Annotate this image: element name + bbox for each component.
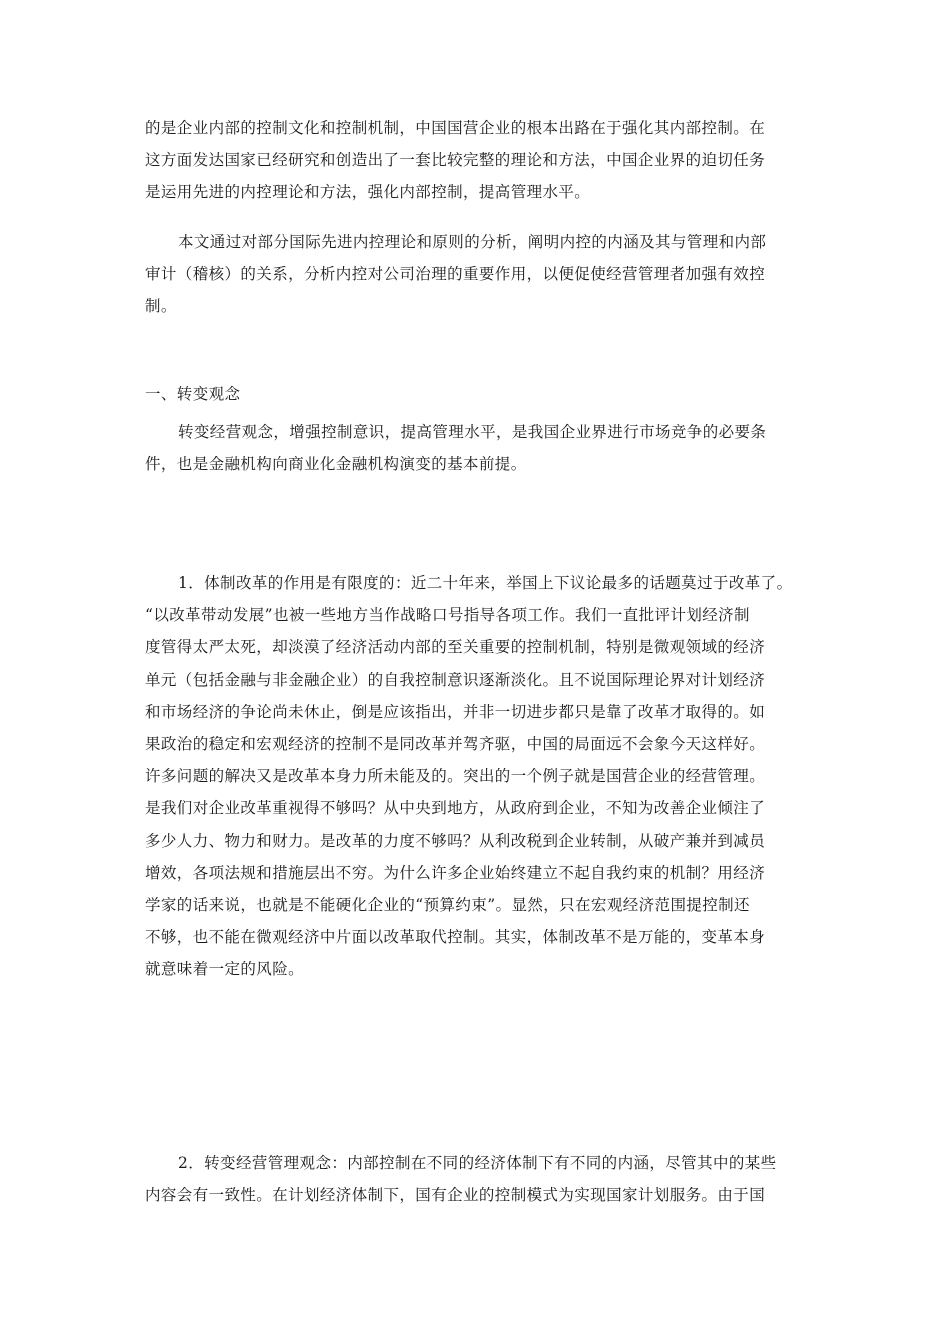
section-heading-1: 一、转变观念 (145, 385, 241, 403)
paragraph-purpose (145, 226, 810, 323)
text-line: 制。 (145, 297, 177, 316)
text-line: 就意味着一定的风险。 (145, 960, 305, 979)
text-line: 审计（稽核）的关系，分析内控对公司治理的重要作用，以便促使经营管理者加强有效控 (145, 265, 766, 284)
paragraph-section1 (145, 416, 810, 480)
text-line: “以改革带动发展”也被一些地方当作战略口号指导各项工作。我们一直批评计划经济制 (145, 606, 750, 625)
text-line: 是运用先进的内控理论和方法，强化内部控制，提高管理水平。 (145, 183, 591, 202)
text-line: 许多问题的解决又是改革本身力所未能及的。突出的一个例子就是国营企业的经营管理。 (145, 767, 766, 786)
text-line: 1．体制改革的作用是有限度的：近二十年来，举国上下议论最多的话题莫过于改革了。 (178, 574, 793, 592)
paragraph-point2 (145, 1147, 810, 1211)
text-line: 2．转变经营管理观念：内部控制在不同的经济体制下有不同的内涵，尽管其中的某些 (178, 1154, 777, 1172)
text-line: 转变经营观念，增强控制意识，提高管理水平，是我国企业界进行市场竞争的必要条 (178, 423, 767, 441)
text-line: 本文通过对部分国际先进内控理论和原则的分析，阐明内控的内涵及其与管理和内部 (178, 233, 767, 251)
text-line: 内容会有一致性。在计划经济体制下，国有企业的控制模式为实现国家计划服务。由于国 (145, 1186, 766, 1205)
text-line: 这方面发达国家已经研究和创造出了一套比较完整的理论和方法，中国企业界的迫切任务 (145, 151, 766, 170)
text-line: 件，也是金融机构向商业化金融机构演变的基本前提。 (145, 455, 527, 474)
text-line: 学家的话来说，也就是不能硬化企业的“预算约束”。显然，只在宏观经济范围提控制还 (145, 896, 750, 915)
paragraph-point1 (145, 567, 810, 986)
text-line: 的是企业内部的控制文化和控制机制，中国国营企业的根本出路在于强化其内部控制。在 (145, 119, 766, 137)
text-line: 和市场经济的争论尚未休止，倒是应该指出，并非一切进步都只是靠了改革才取得的。如 (145, 702, 766, 721)
text-line: 多少人力、物力和财力。是改革的力度不够吗？从利改税到企业转制，从破产兼并到减员 (145, 831, 766, 850)
paragraph-intro-continued (145, 112, 810, 209)
text-line: 不够，也不能在微观经济中片面以改革取代控制。其实，体制改革不是万能的，变革本身 (145, 928, 766, 947)
text-line: 果政治的稳定和宏观经济的控制不是同改革并驾齐驱，中国的局面远不会象今天这样好。 (145, 735, 766, 754)
text-line: 是我们对企业改革重视得不够吗？从中央到地方，从政府到企业，不知为改善企业倾注了 (145, 799, 766, 818)
text-line: 单元（包括金融与非金融企业）的自我控制意识逐渐淡化。且不说国际理论界对计划经济 (145, 670, 766, 689)
text-line: 度管得太严太死，却淡漠了经济活动内部的至关重要的控制机制，特别是微观领域的经济 (145, 638, 766, 657)
text-line: 增效，各项法规和措施层出不穷。为什么许多企业始终建立不起自我约束的机制？用经济 (145, 863, 766, 882)
